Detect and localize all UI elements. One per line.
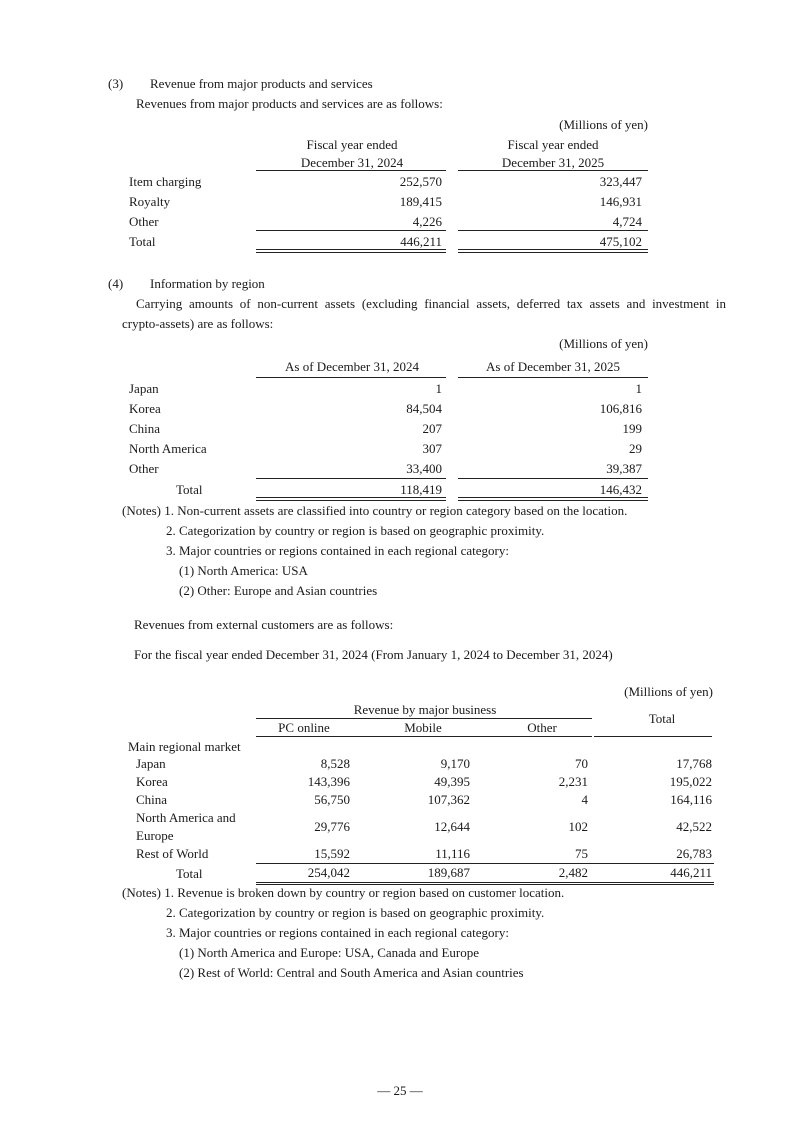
row-label: Japan bbox=[136, 756, 166, 771]
section5-header-rule bbox=[256, 736, 592, 737]
cell-pc: 15,592 bbox=[314, 846, 350, 861]
row-value-2025: 146,432 bbox=[599, 482, 642, 497]
section4-note: (Notes) 1. Non-current assets are classified into country or region category based on the location. bbox=[122, 503, 628, 518]
section4-col1-header-rule bbox=[256, 377, 446, 378]
section3-col2-header-line1: Fiscal year ended bbox=[507, 137, 599, 152]
section4-total-rule-2 bbox=[458, 478, 648, 479]
section4-intro-line2: crypto-assets) are as follows: bbox=[122, 316, 274, 331]
section5-note: 3. Major countries or regions contained in each regional category: bbox=[166, 925, 509, 940]
cell-total: 26,783 bbox=[676, 846, 712, 861]
cell-other: 102 bbox=[568, 819, 588, 834]
section4-note: (1) North America: USA bbox=[179, 563, 308, 578]
row-label: Japan bbox=[129, 381, 159, 396]
cell-pc: 29,776 bbox=[314, 819, 350, 834]
row-value-2024: 189,415 bbox=[399, 194, 442, 209]
section4-total-rule-1 bbox=[256, 478, 446, 479]
section5-unit: (Millions of yen) bbox=[624, 684, 713, 699]
row-value-2025: 323,447 bbox=[599, 174, 642, 189]
section4-col2-header: As of December 31, 2025 bbox=[486, 359, 620, 374]
section5-note: (Notes) 1. Revenue is broken down by country or region based on customer location. bbox=[122, 885, 565, 900]
row-value-2025: 4,724 bbox=[612, 214, 642, 229]
row-label-line1: North America and bbox=[136, 810, 236, 825]
row-label: Total bbox=[176, 482, 203, 497]
section3-title: Revenue from major products and services bbox=[150, 76, 373, 91]
section5-note: (1) North America and Europe: USA, Canada and Europe bbox=[179, 945, 479, 960]
section4-col1-header: As of December 31, 2024 bbox=[285, 359, 419, 374]
cell-pc: 254,042 bbox=[256, 864, 352, 884]
cell-other: 2,482 bbox=[472, 864, 590, 884]
row-value-2025: 475,102 bbox=[599, 234, 642, 249]
section4-unit: (Millions of yen) bbox=[559, 336, 648, 351]
section3-col2-header-line2: December 31, 2025 bbox=[501, 155, 605, 170]
row-label: Total bbox=[176, 865, 203, 881]
cell-total: 164,116 bbox=[670, 792, 712, 807]
cell-pc: 8,528 bbox=[320, 756, 350, 771]
row-value-2024: 4,226 bbox=[412, 214, 442, 229]
row-label: Rest of World bbox=[136, 846, 209, 862]
row-value-2025: 29 bbox=[629, 441, 642, 456]
section5-market-label: Main regional market bbox=[128, 739, 241, 754]
table-row bbox=[110, 755, 714, 773]
cell-total: 195,022 bbox=[669, 774, 712, 789]
section5-period: For the fiscal year ended December 31, 2024 (From January 1, 2024 to December 31, 2024) bbox=[134, 647, 613, 662]
section4-title: Information by region bbox=[150, 276, 265, 291]
section4-intro-line1: Carrying amounts of non-current assets (excluding financial assets, deferred tax assets and investment in bbox=[136, 296, 726, 311]
section3-col2-header-rule bbox=[458, 170, 648, 171]
section5-total-header-rule bbox=[594, 736, 712, 737]
row-label-line2: Europe bbox=[136, 828, 174, 843]
row-label: North America bbox=[129, 441, 207, 456]
section4-note: 3. Major countries or regions contained in each regional category: bbox=[166, 543, 509, 558]
table-total-row bbox=[110, 864, 714, 884]
section3-number: (3) bbox=[108, 76, 124, 91]
row-label: Other bbox=[129, 461, 159, 476]
row-value-2024: 84,504 bbox=[406, 401, 442, 416]
table-row bbox=[110, 845, 714, 864]
row-value-2025: 106,816 bbox=[599, 401, 642, 416]
table-row bbox=[110, 791, 714, 809]
cell-other: 70 bbox=[575, 756, 588, 771]
section3-total-rule-2 bbox=[458, 230, 648, 231]
row-label: Royalty bbox=[129, 194, 171, 209]
row-label: Item charging bbox=[129, 174, 202, 189]
cell-other: 2,231 bbox=[558, 774, 588, 789]
cell-other: 4 bbox=[581, 792, 588, 807]
cell-mobile: 9,170 bbox=[440, 756, 470, 771]
row-value-2024: 33,400 bbox=[406, 461, 442, 476]
section3-col1-header-line2: December 31, 2024 bbox=[300, 155, 404, 170]
section4-note: (2) Other: Europe and Asian countries bbox=[179, 583, 378, 598]
row-label: Total bbox=[129, 234, 156, 249]
section5-col-pc-header: PC online bbox=[278, 720, 330, 735]
row-label: China bbox=[136, 792, 168, 807]
section5-group-header: Revenue by major business bbox=[353, 702, 497, 717]
row-value-2024: 446,211 bbox=[400, 234, 442, 249]
cell-pc: 56,750 bbox=[314, 792, 350, 807]
row-value-2024: 307 bbox=[422, 441, 442, 456]
row-value-2024: 252,570 bbox=[399, 174, 442, 189]
section5-intro: Revenues from external customers are as follows: bbox=[134, 617, 394, 632]
cell-total: 17,768 bbox=[676, 756, 712, 771]
section4-note: 2. Categorization by country or region is based on geographic proximity. bbox=[166, 523, 545, 538]
row-value-2024: 118,419 bbox=[400, 482, 442, 497]
section5-col-total-header: Total bbox=[648, 711, 676, 726]
row-label: Korea bbox=[129, 401, 161, 416]
cell-mobile: 11,116 bbox=[435, 846, 470, 861]
row-label bbox=[110, 809, 256, 845]
cell-mobile: 107,362 bbox=[427, 792, 470, 807]
section4-col2-header-rule bbox=[458, 377, 648, 378]
section3-col1-header-line1: Fiscal year ended bbox=[306, 137, 398, 152]
row-value-2025: 146,931 bbox=[599, 194, 642, 209]
row-value-2025: 1 bbox=[635, 381, 642, 396]
page-number: — 25 — bbox=[377, 1083, 423, 1098]
section3-unit: (Millions of yen) bbox=[559, 117, 648, 132]
table-row bbox=[110, 773, 714, 791]
cell-mobile: 12,644 bbox=[434, 819, 470, 834]
cell-other: 75 bbox=[575, 846, 588, 861]
section5-col-other-header: Other bbox=[527, 720, 557, 735]
section3-col1-header-rule bbox=[256, 170, 446, 171]
row-value-2024: 1 bbox=[435, 381, 442, 396]
section3-total-rule-1 bbox=[256, 230, 446, 231]
cell-total: 42,522 bbox=[676, 819, 712, 834]
row-label: China bbox=[129, 421, 161, 436]
table-row bbox=[110, 809, 714, 845]
cell-total: 446,211 bbox=[590, 864, 714, 884]
section4-number: (4) bbox=[108, 276, 124, 291]
row-value-2025: 39,387 bbox=[606, 461, 642, 476]
row-value-2025: 199 bbox=[622, 421, 642, 436]
section5-note: (2) Rest of World: Central and South America and Asian countries bbox=[179, 965, 524, 980]
row-value-2024: 207 bbox=[422, 421, 442, 436]
section5-table bbox=[110, 755, 714, 885]
section3-double-rule-1 bbox=[256, 249, 446, 253]
section3-double-rule-2 bbox=[458, 249, 648, 253]
row-label: Korea bbox=[136, 774, 168, 789]
section3-intro: Revenues from major products and services are as follows: bbox=[136, 96, 443, 111]
section5-note: 2. Categorization by country or region is based on geographic proximity. bbox=[166, 905, 545, 920]
cell-mobile: 189,687 bbox=[352, 864, 472, 884]
section5-col-mobile-header: Mobile bbox=[404, 720, 442, 735]
row-label: Other bbox=[129, 214, 159, 229]
cell-pc: 143,396 bbox=[307, 774, 350, 789]
cell-mobile: 49,395 bbox=[434, 774, 470, 789]
